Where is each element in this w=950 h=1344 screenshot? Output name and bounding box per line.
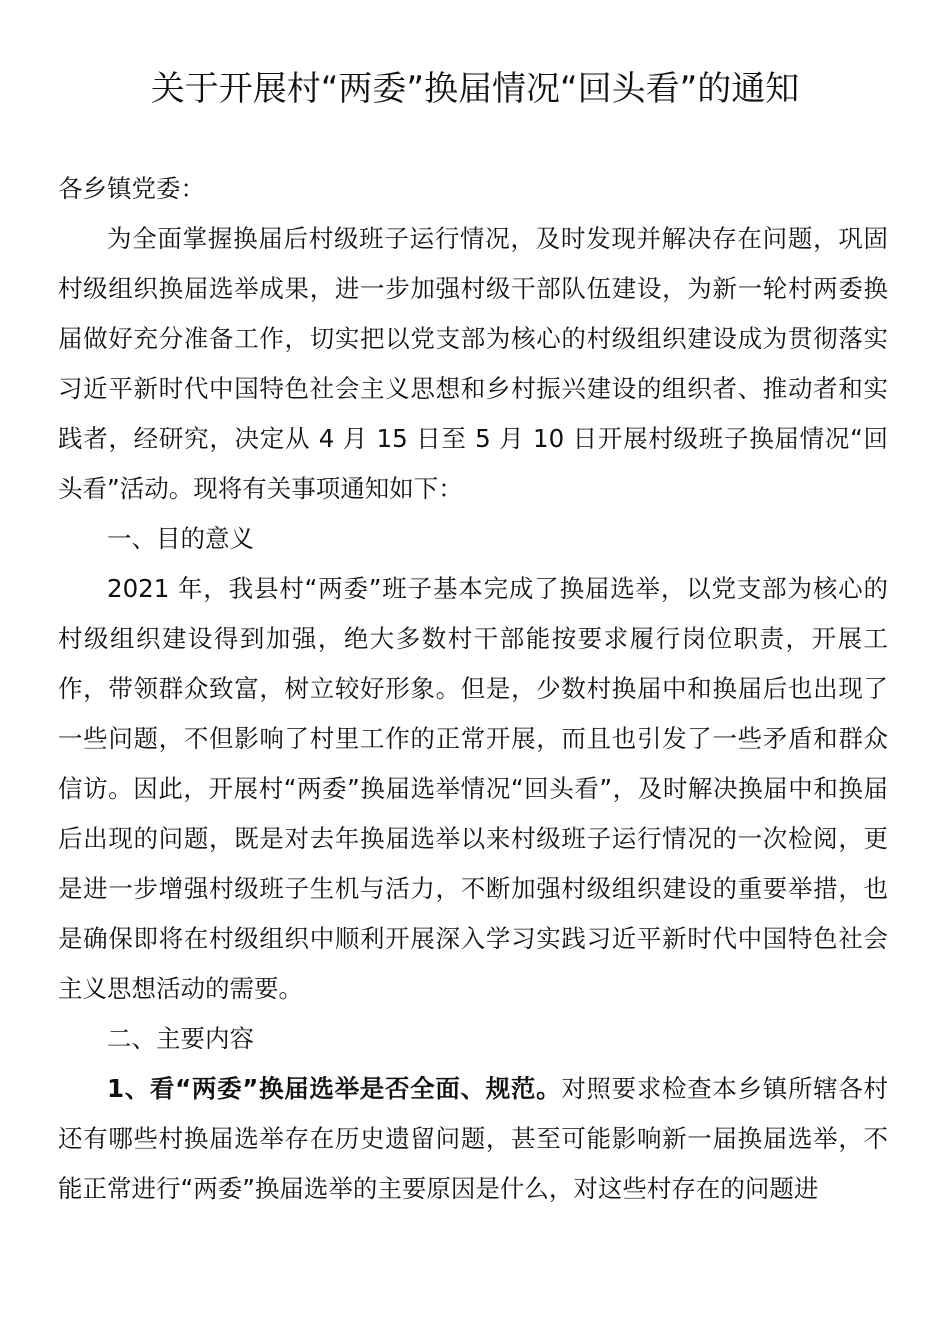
intro-paragraph: 为全面掌握换届后村级班子运行情况，及时发现并解决存在问题，巩固村级组织换届选举成果，进一步加强村级干部队伍建设，为新一轮村两委换届做好充分准备工作，切实把以党支部为核心的村级组织建设成为贯彻落实习近平新时代中国特色社会主义思想和乡村振兴建设的组织者、推动者和实践者，经研究，决定从 4 月 15 日至 5 月 10 日开展村级班子换届情况“回头看”活动。现将有关事项通知如下： <box>58 224 888 503</box>
content-item-1-lead: 1、看“两委”换届选举是否全面、规范。 <box>107 1074 562 1103</box>
document-body <box>58 164 888 1214</box>
content-item-1-text: 对照要求检查本乡镇所辖各村还有哪些村换届选举存在历史遗留问题，甚至可能影响新一届换届选举，不能正常进行“两委”换届选举的主要原因是什么，对这些村存在的问题进 <box>58 1074 889 1203</box>
document-title: 关于开展村“两委”换届情况“回头看”的通知 <box>150 69 800 109</box>
purpose-paragraph: 2021 年，我县村“两委”班子基本完成了换届选举，以党支部为核心的村级组织建设得到加强，绝大多数村干部能按要求履行岗位职责，开展工作，带领群众致富，树立较好形象。但是，少数村换届中和换届后也出现了一些问题，不但影响了村里工作的正常开展，而且也引发了一些矛盾和群众信访。因此，开展村“两委”换届选举情况“回头看”，及时解决换届中和换届后出现的问题，既是对去年换届选举以来村级班子运行情况的一次检阅，更是进一步增强村级班子生机与活力，不断加强村级组织建设的重要举措，也是确保即将在村级组织中顺利开展深入学习实践习近平新时代中国特色社会主义思想活动的需要。 <box>58 574 888 1003</box>
salutation: 各乡镇党委： <box>58 174 205 203</box>
section-heading-purpose: 一、目的意义 <box>107 524 254 553</box>
section-heading-content: 二、主要内容 <box>107 1024 254 1053</box>
content-item-1 <box>58 1064 888 1214</box>
